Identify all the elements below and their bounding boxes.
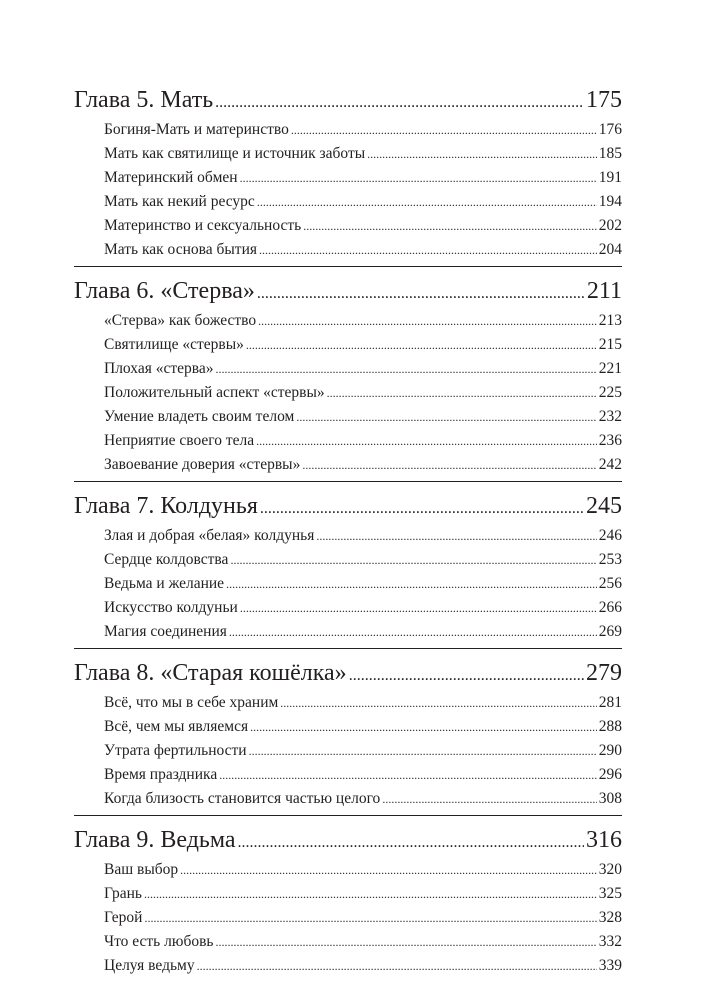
chapter-heading: [74, 822, 622, 858]
section-title: Герой: [104, 909, 143, 926]
section-page-number: 296: [598, 766, 622, 783]
section-page-number: 320: [598, 861, 622, 878]
dot-leader: [230, 548, 596, 572]
dot-leader: [291, 118, 597, 142]
section-page-number: 176: [598, 121, 622, 138]
dot-leader: [229, 620, 597, 644]
chapter-heading: [74, 82, 622, 118]
dot-leader: [316, 524, 596, 548]
section-page-number: 194: [598, 193, 622, 210]
section-title: Материнство и сексуальность: [104, 217, 302, 234]
section-page-number: 213: [598, 312, 622, 329]
section-title: «Стерва» как божество: [104, 312, 257, 329]
dot-leader: [302, 453, 596, 477]
dot-leader: [349, 658, 584, 694]
section-page-number: 288: [598, 718, 622, 735]
chapter-divider: [74, 648, 622, 649]
section-entry: [74, 405, 622, 429]
section-title: Мать как основа бытия: [104, 241, 257, 258]
section-entry: [74, 739, 622, 763]
section-page-number: 246: [598, 527, 622, 544]
chapter-divider: [74, 815, 622, 816]
section-title: Умение владеть своим телом: [104, 408, 295, 425]
section-entry: [74, 238, 622, 262]
section-title: Время праздника: [104, 766, 218, 783]
chapter-page-number: 279: [586, 660, 622, 686]
section-entry: [74, 715, 622, 739]
section-entry: [74, 954, 622, 978]
dot-leader: [240, 166, 597, 190]
dot-leader: [280, 691, 596, 715]
dot-leader: [144, 906, 596, 930]
section-entry: [74, 142, 622, 166]
section-title: Завоевание доверия «стервы»: [104, 456, 301, 473]
chapter-5: [74, 82, 622, 267]
chapter-divider: [74, 481, 622, 482]
section-entry: [74, 118, 622, 142]
chapter-title: Глава 7. Колдунья: [74, 493, 258, 519]
section-title: Когда близость становится частью целого: [104, 790, 381, 807]
section-page-number: 325: [598, 885, 622, 902]
section-page-number: 202: [598, 217, 622, 234]
section-title: Мать как некий ресурс: [104, 193, 255, 210]
dot-leader: [215, 930, 596, 954]
section-title: Искусство колдуньи: [104, 599, 238, 616]
dot-leader: [180, 858, 597, 882]
section-entry: [74, 214, 622, 238]
section-title: Сердце колдовства: [104, 551, 229, 568]
dot-leader: [249, 739, 597, 763]
section-page-number: 236: [598, 432, 622, 449]
dot-leader: [257, 276, 585, 312]
chapter-page-number: 245: [586, 493, 622, 519]
dot-leader: [256, 429, 597, 453]
section-title: Положительный аспект «стервы»: [104, 384, 325, 401]
section-title: Злая и добрая «белая» колдунья: [104, 527, 315, 544]
chapter-page-number: 175: [586, 87, 622, 113]
section-page-number: 308: [598, 790, 622, 807]
section-title: Всё, чем мы являемся: [104, 718, 249, 735]
section-page-number: 253: [598, 551, 622, 568]
section-page-number: 185: [598, 145, 622, 162]
section-title: Святилище «стервы»: [104, 336, 244, 353]
section-entry: [74, 906, 622, 930]
dot-leader: [327, 381, 597, 405]
section-title: Мать как святилище и источник заботы: [104, 145, 366, 162]
chapter-title: Глава 8. «Старая кошёлка»: [74, 660, 347, 686]
section-title: Ведьма и желание: [104, 575, 225, 592]
section-page-number: 232: [598, 408, 622, 425]
section-entry: [74, 691, 622, 715]
section-page-number: 328: [598, 909, 622, 926]
dot-leader: [260, 491, 584, 527]
section-title: Что есть любовь: [104, 933, 214, 950]
section-entry: [74, 763, 622, 787]
section-title: Целуя ведьму: [104, 957, 195, 974]
section-entry: [74, 333, 622, 357]
section-page-number: 221: [598, 360, 622, 377]
section-page-number: 256: [598, 575, 622, 592]
dot-leader: [197, 954, 597, 978]
dot-leader: [246, 333, 597, 357]
section-entry: [74, 190, 622, 214]
section-entry: [74, 787, 622, 811]
section-title: Всё, что мы в себе храним: [104, 694, 279, 711]
section-page-number: 242: [598, 456, 622, 473]
section-page-number: 290: [598, 742, 622, 759]
chapter-heading: [74, 273, 622, 309]
section-page-number: 281: [598, 694, 622, 711]
dot-leader: [240, 596, 597, 620]
section-entry: [74, 166, 622, 190]
dot-leader: [303, 214, 597, 238]
chapter-title: Глава 5. Мать: [74, 87, 214, 113]
section-title: Магия соединения: [104, 623, 227, 640]
section-entry: [74, 620, 622, 644]
section-entry: [74, 596, 622, 620]
section-page-number: 269: [598, 623, 622, 640]
section-title: Материнский обмен: [104, 169, 238, 186]
section-entry: [74, 453, 622, 477]
section-page-number: 204: [598, 241, 622, 258]
section-title: Грань: [104, 885, 142, 902]
section-entry: [74, 548, 622, 572]
dot-leader: [367, 142, 597, 166]
section-entry: [74, 858, 622, 882]
section-page-number: 225: [598, 384, 622, 401]
section-title: Ваш выбор: [104, 861, 179, 878]
section-title: Неприятие своего тела: [104, 432, 255, 449]
chapter-page-number: 316: [586, 827, 622, 853]
dot-leader: [238, 825, 584, 861]
dot-leader: [250, 715, 597, 739]
table-of-contents: [74, 82, 622, 978]
section-page-number: 215: [598, 336, 622, 353]
section-title: Богиня-Мать и материнство: [104, 121, 289, 138]
chapter-6: [74, 273, 622, 482]
chapter-heading: [74, 488, 622, 524]
section-entry: [74, 572, 622, 596]
chapter-9: [74, 822, 622, 978]
chapter-page-number: 211: [586, 278, 622, 304]
dot-leader: [219, 763, 597, 787]
section-title: Утрата фертильности: [104, 742, 247, 759]
section-entry: [74, 882, 622, 906]
dot-leader: [258, 309, 597, 333]
section-entry: [74, 930, 622, 954]
dot-leader: [215, 85, 584, 121]
chapter-8: [74, 655, 622, 816]
section-page-number: 191: [598, 169, 622, 186]
section-entry: [74, 381, 622, 405]
section-page-number: 266: [598, 599, 622, 616]
dot-leader: [296, 405, 596, 429]
dot-leader: [144, 882, 597, 906]
chapter-title: Глава 9. Ведьма: [74, 827, 236, 853]
dot-leader: [257, 190, 597, 214]
chapter-divider: [74, 266, 622, 267]
section-entry: [74, 309, 622, 333]
dot-leader: [382, 787, 596, 811]
dot-leader: [226, 572, 597, 596]
section-title: Плохая «стерва»: [104, 360, 214, 377]
section-entry: [74, 429, 622, 453]
chapter-title: Глава 6. «Стерва»: [74, 278, 255, 304]
section-entry: [74, 357, 622, 381]
dot-leader: [216, 357, 597, 381]
section-entry: [74, 524, 622, 548]
section-page-number: 332: [598, 933, 622, 950]
chapter-7: [74, 488, 622, 649]
chapter-heading: [74, 655, 622, 691]
dot-leader: [259, 238, 597, 262]
section-page-number: 339: [598, 957, 622, 974]
